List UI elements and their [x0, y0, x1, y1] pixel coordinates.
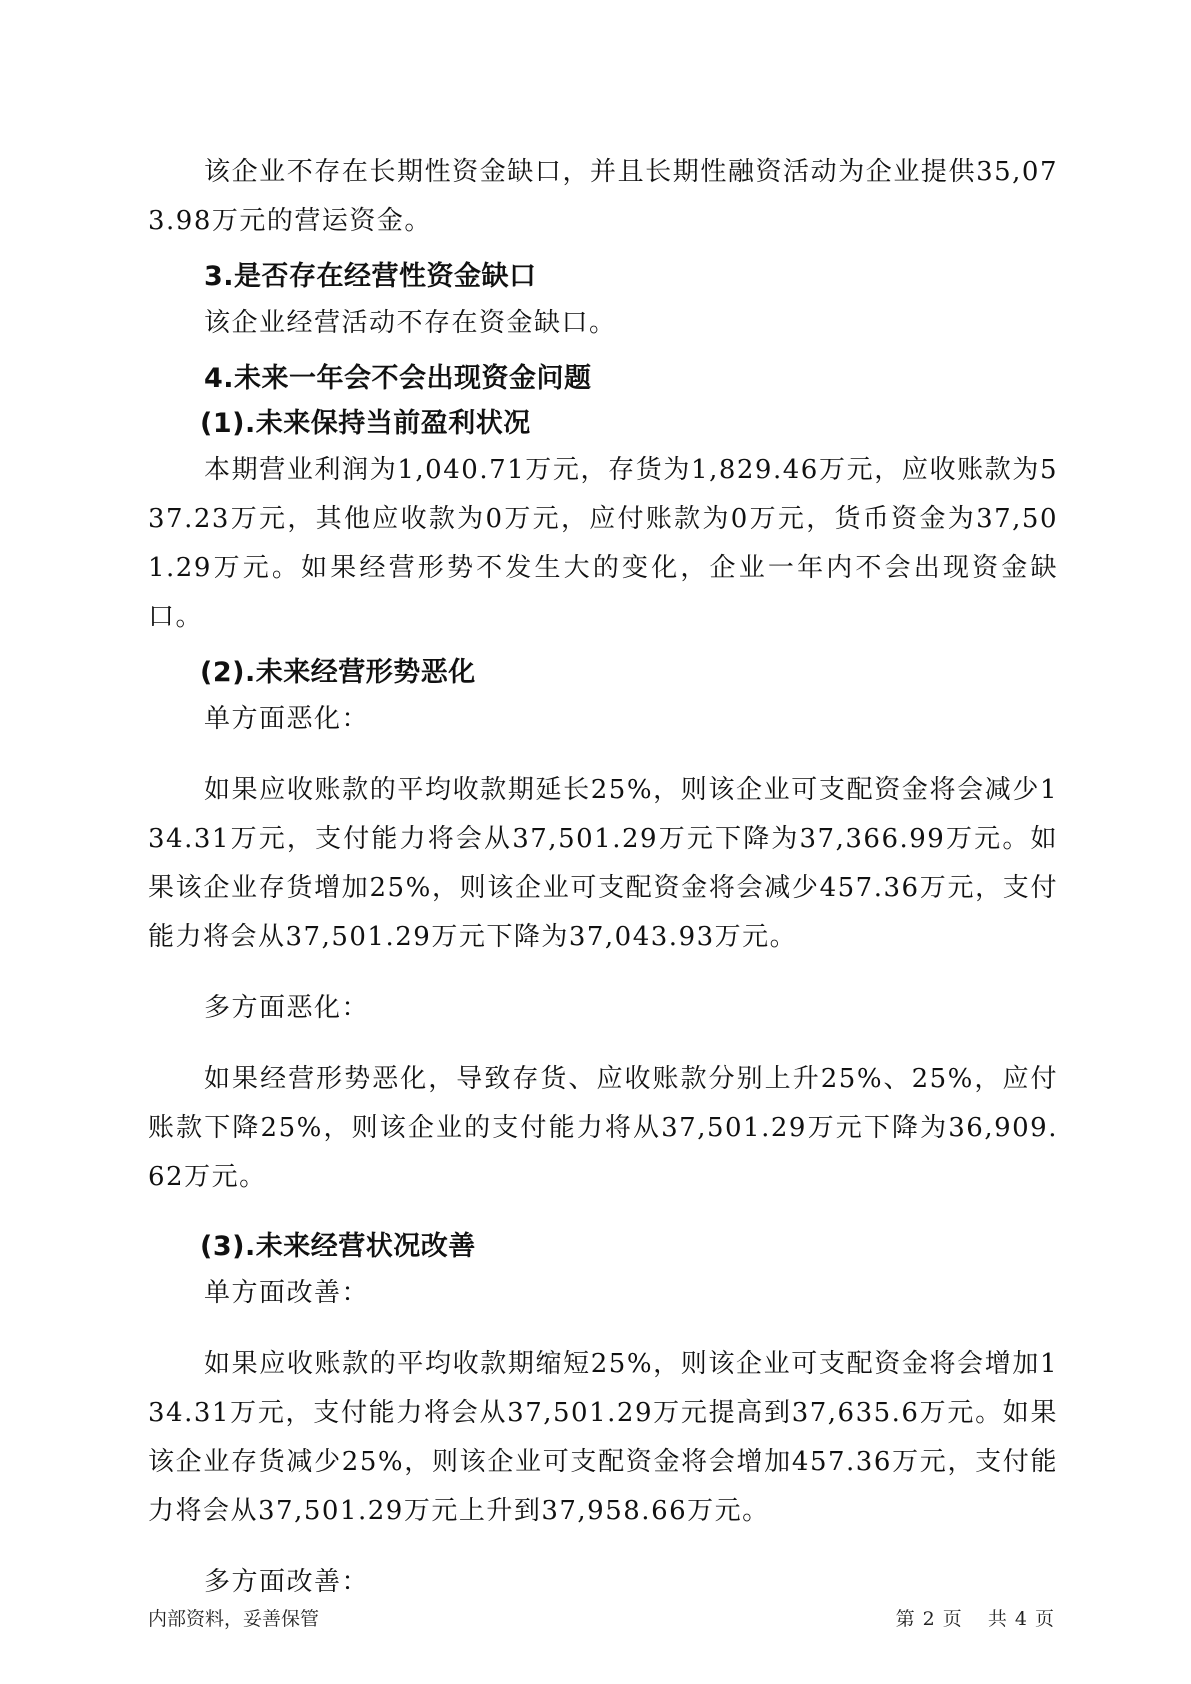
- paragraph-single-deterioration-label: 单方面恶化：: [204, 704, 370, 734]
- footer-confidential-note: 内部资料，妥善保管: [148, 1608, 320, 1630]
- subheading-maintain-profit: (1).未来保持当前盈利状况: [200, 408, 531, 439]
- paragraph-single-deterioration: 如果应收账款的平均收款期延长25%，则该企业可支配资金将会减少134.31万元，支付能力将会从37,501.29万元下降为37,366.99万元。如果该企业存货增加25%，则该企业可支配资金将会减少457.36万元，支付能力将会从37,501.29万元下降为37,043.93万元。: [148, 775, 1058, 952]
- footer-total-suffix: 页: [1034, 1608, 1054, 1630]
- paragraph-maintain-profit: 本期营业利润为1,040.71万元，存货为1,829.46万元，应收账款为537.23万元，其他应收款为0万元，应付账款为0万元，货币资金为37,501.29万元。如果经营形势不发生大的变化，企业一年内不会出现资金缺口。: [148, 455, 1058, 632]
- paragraph-multi-deterioration-label: 多方面恶化：: [204, 993, 370, 1023]
- subheading-deterioration: (2).未来经营形势恶化: [200, 657, 476, 688]
- page-footer: [148, 1604, 1058, 1631]
- footer-page-prefix: 第: [895, 1608, 915, 1630]
- paragraph-single-improvement: 如果应收账款的平均收款期缩短25%，则该企业可支配资金将会增加134.31万元，支付能力将会从37,501.29万元提高到37,635.6万元。如果该企业存货减少25%，则该企业可支配资金将会增加457.36万元，支付能力将会从37,501.29万元上升到37,958.66万元。: [148, 1349, 1058, 1526]
- heading-next-year: 4.未来一年会不会出现资金问题: [204, 363, 592, 394]
- paragraph-operating-gap: 该企业经营活动不存在资金缺口。: [204, 308, 617, 338]
- paragraph-long-term-gap: 该企业不存在长期性资金缺口，并且长期性融资活动为企业提供35,073.98万元的营运资金。: [148, 157, 1058, 236]
- paragraph-multi-deterioration: 如果经营形势恶化，导致存货、应收账款分别上升25%、25%，应付账款下降25%，则该企业的支付能力将从37,501.29万元下降为36,909.62万元。: [148, 1064, 1058, 1192]
- footer-page-suffix: 页: [942, 1608, 962, 1630]
- footer-total-pages: 4: [1014, 1608, 1027, 1630]
- subheading-improvement: (3).未来经营状况改善: [200, 1231, 476, 1262]
- paragraph-single-improvement-label: 单方面改善：: [204, 1278, 370, 1308]
- footer-page-number: 2: [922, 1608, 935, 1630]
- document-body: [148, 148, 1058, 1607]
- footer-page-info: [892, 1604, 1058, 1631]
- heading-operating-gap: 3.是否存在经营性资金缺口: [204, 261, 537, 292]
- footer-total-prefix: 共: [987, 1608, 1007, 1630]
- paragraph-multi-improvement-label: 多方面改善：: [204, 1567, 370, 1597]
